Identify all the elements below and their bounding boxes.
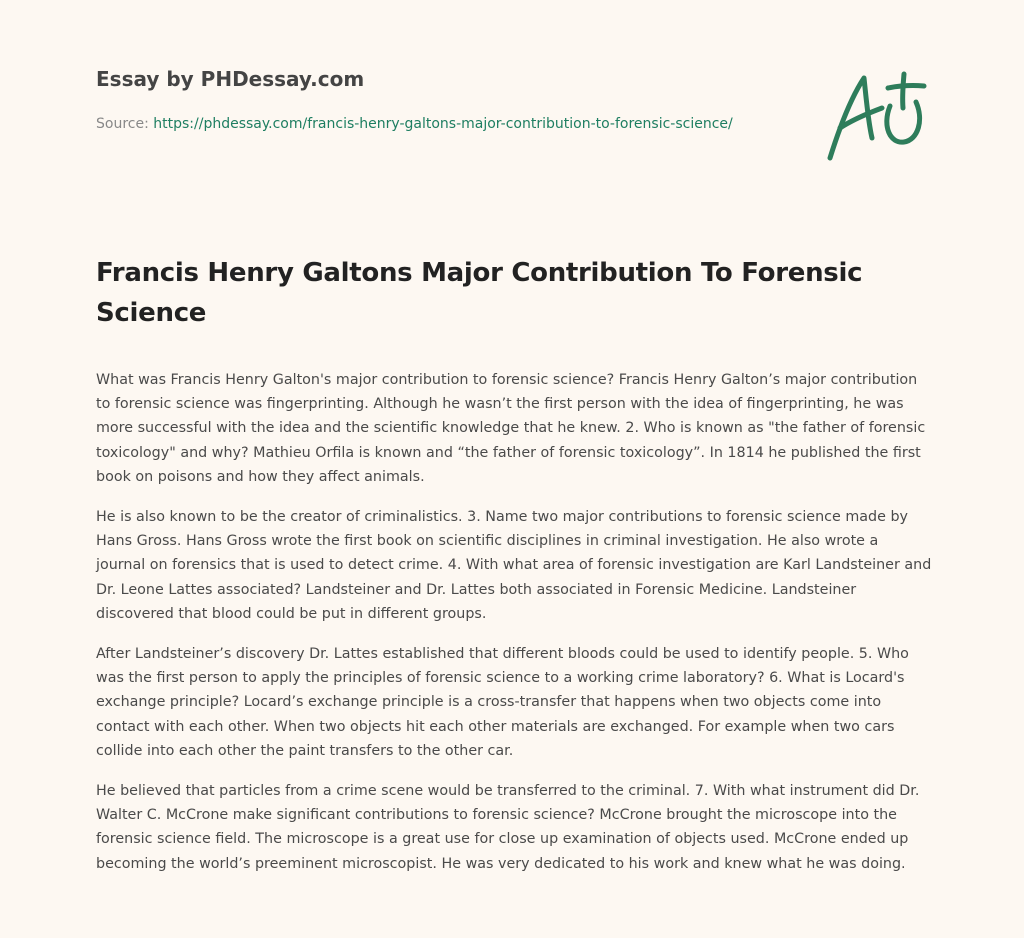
essay-paragraph: He believed that particles from a crime scene would be transferred to the criminal. 7. With what instrument did Dr. Walter C. McCrone make significant contributions to forensic science? McCrone brought the microscope into the forensic science field. The microscope is a great use for close up examination of objects used. McCrone ended up becoming the world’s preeminent microscopist. He was very dedicated to his work and knew what he was doing.	[96, 783, 920, 872]
essay-paragraph: He is also known to be the creator of criminalistics. 3. Name two major contributions to forensic science made by Hans Gross. Hans Gross wrote the first book on scientific disciplines in criminal investigation. He also wrote a journal on forensics that is used to detect crime. 4. With what area of forensic investigation are Karl Landsteiner and Dr. Leone Lattes associated? Landsteiner and Dr. Lattes both associated in Forensic Medicine. Landsteiner discovered that blood could be put in different groups.	[96, 509, 932, 622]
essay-title: Francis Henry Galtons Major Contribution To Forensic Science	[96, 258, 863, 328]
source-label: Source:	[96, 116, 154, 132]
source-link[interactable]: https://phdessay.com/francis-henry-galtons-major-contribution-to-forensic-science/	[153, 116, 733, 132]
essay-article	[96, 253, 932, 892]
essay-paragraph: What was Francis Henry Galton's major contribution to forensic science? Francis Henry Galton’s major contribution to forensic science was fingerprinting. Although he wasn’t the first person with the idea of fingerprinting, he was more successful with the idea and the scientific knowledge that he knew. 2. Who is known as "the father of forensic toxicology" and why? Mathieu Orfila is known and “the father of forensic toxicology”. In 1814 he published the first book on poisons and how they affect animals.	[96, 372, 926, 485]
site-title: Essay by PHDessay.com	[96, 67, 365, 91]
a-plus-grade-icon	[820, 66, 930, 166]
source-line	[96, 113, 736, 135]
essay-paragraph: After Landsteiner’s discovery Dr. Lattes established that different bloods could be used to identify people. 5. Who was the first person to apply the principles of forensic science to a working crime laboratory? 6. What is Locard's exchange principle? Locard’s exchange principle is a cross-transfer that happens when two objects come into contact with each other. When two objects hit each other materials are exchanged. For example when two cars collide into each other the paint transfers to the other car.	[96, 646, 909, 759]
page-header	[96, 66, 736, 135]
